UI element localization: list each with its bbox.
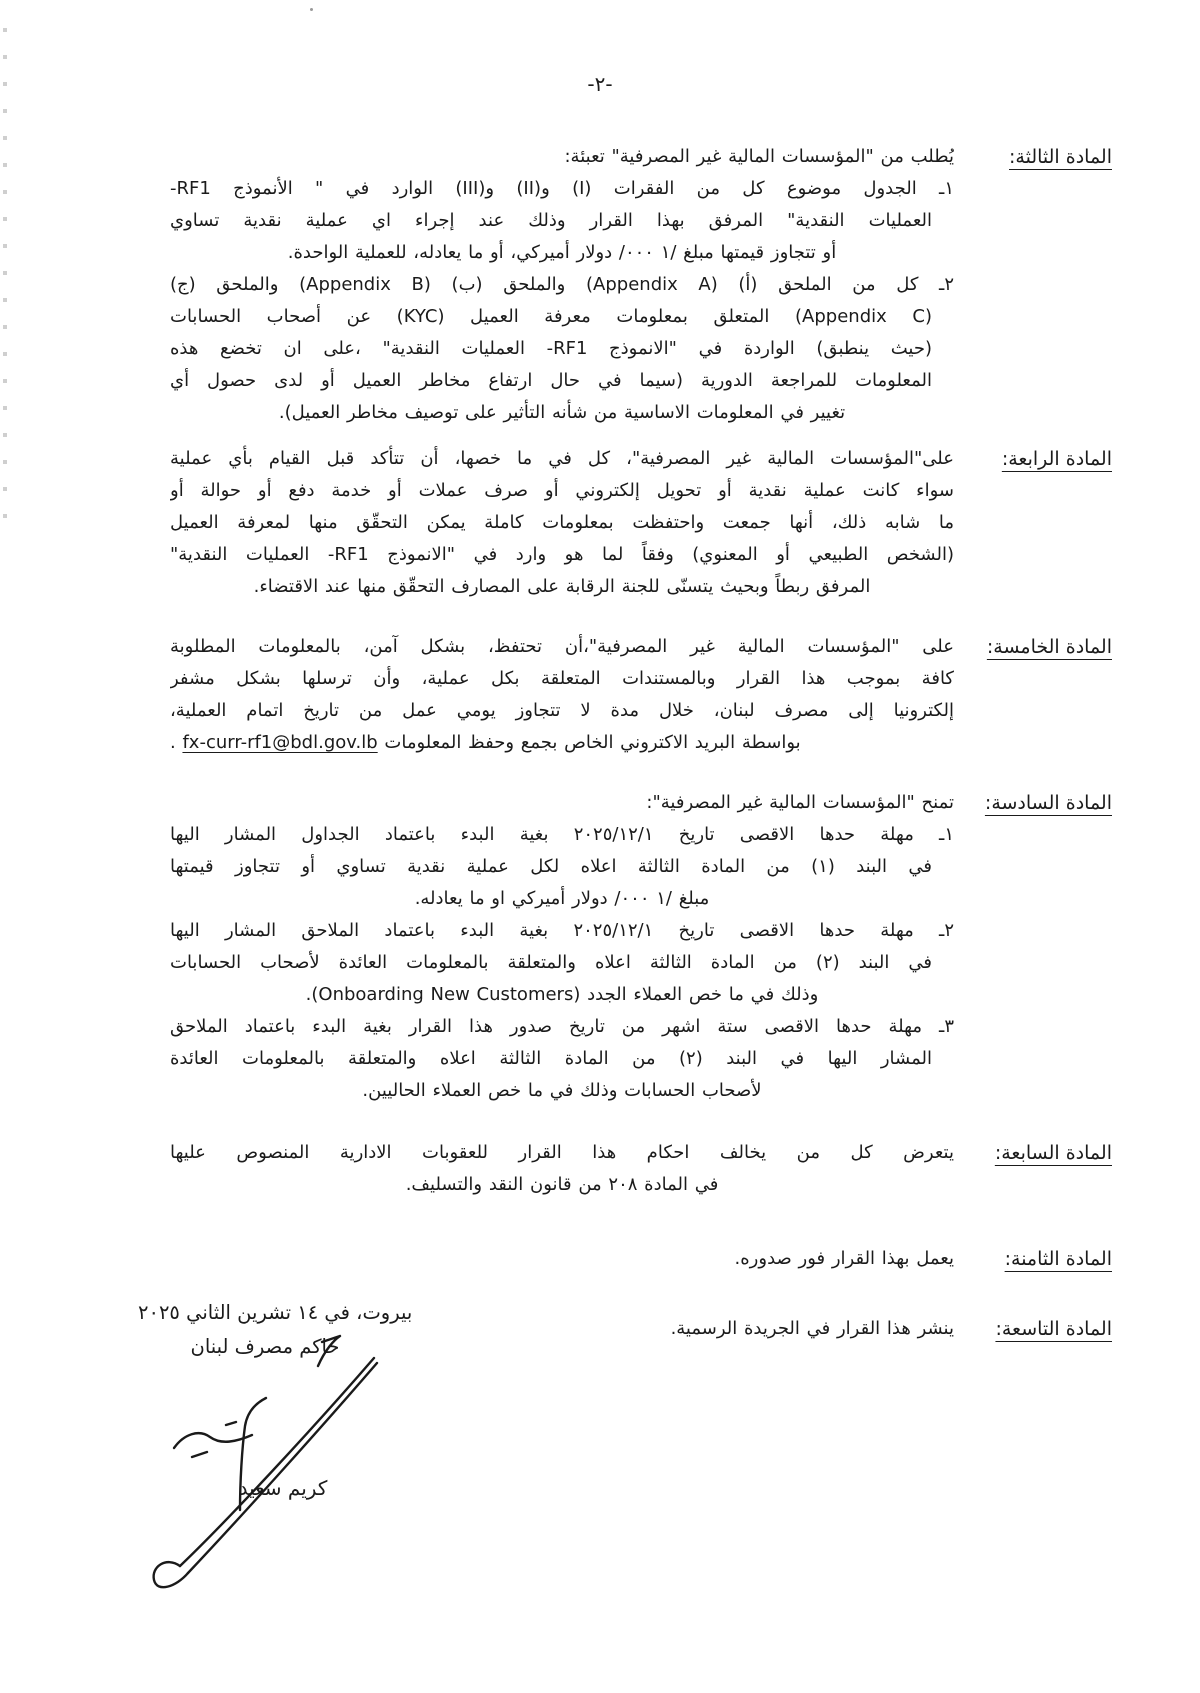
article-heading: المادة الثالثة: (1009, 146, 1112, 168)
article-heading: المادة الخامسة: (986, 636, 1112, 658)
article-body (170, 631, 954, 759)
article (170, 631, 1112, 759)
text-line: ١ـ الجدول موضوع كل من الفقرات (I) و(II) و(III) الوارد في " الأنموذج RF1- (170, 178, 954, 199)
place-date-line: بيروت، في ١٤ تشرين الثاني ٢٠٢٥ (138, 1301, 413, 1324)
text-line: ينشر هذا القرار في الجريدة الرسمية. (670, 1318, 954, 1339)
text-line: على"المؤسسات المالية غير المصرفية"، كل في ما خصها، أن تتأكد قبل القيام بأي عملية (170, 448, 954, 469)
text-line: على "المؤسسات المالية غير المصرفية"،أن تحتفظ، بشكل آمن، بالمعلومات المطلوبة (170, 636, 954, 657)
text-line: (الشخص الطبيعي أو المعنوي) وفقاً لما هو وارد في "الانموذج RF1- العمليات النقدية" (170, 544, 954, 565)
scan-speck (310, 8, 313, 11)
text-line: ٣ـ مهلة حدها الاقصى ستة اشهر من تاريخ صدور هذا القرار بغية البدء باعتماد الملاحق (170, 1016, 954, 1037)
article-heading: المادة السابعة: (994, 1142, 1112, 1164)
text-line: تمنح "المؤسسات المالية غير المصرفية": (646, 792, 954, 813)
text-line: في البند (٢) من المادة الثالثة اعلاه والمتعلقة بالمعلومات العائدة لأصحاب الحسابات (170, 952, 932, 973)
text-line: يُطلب من "المؤسسات المالية غير المصرفية" تعبئة: (564, 146, 954, 167)
text-line: العمليات النقدية" المرفق بهذا القرار وذلك عند إجراء اي عملية نقدية تساوي (170, 210, 932, 231)
article (170, 443, 1112, 603)
signer-name: كريم سعيد (238, 1476, 328, 1500)
article (170, 141, 1112, 429)
text-line: وذلك في ما خص العملاء الجدد (Onboarding New Customers). (305, 984, 819, 1005)
text-line: إلكترونيا إلى مصرف لبنان، خلال مدة لا تتجاوز يومي عمل من تاريخ اتمام العملية، (170, 700, 954, 721)
signoff-block (138, 1296, 438, 1364)
text-line: المشار اليها في البند (٢) من المادة الثالثة اعلاه والمتعلقة بالمعلومات العائدة (170, 1048, 932, 1069)
text-line: في البند (١) من المادة الثالثة اعلاه لكل عملية نقدية تساوي أو تتجاوز قيمتها (170, 856, 932, 877)
text-line: يتعرض كل من يخالف احكام هذا القرار للعقوبات الادارية المنصوص عليها (170, 1142, 954, 1163)
text-line: ١ـ مهلة حدها الاقصى تاريخ ٢٠٢٥/١٢/١ بغية البدء باعتماد الجداول المشار اليها (170, 824, 954, 845)
text-line: (حيث ينطبق) الواردة في "الانموذج RF1- العمليات النقدية" ،على ان تخضع هذه (170, 338, 932, 359)
article (170, 1243, 1112, 1275)
text-line: أو تتجاوز قيمتها مبلغ /١ ٠٠٠/ دولار أميركي، أو ما يعادله، للعملية الواحدة. (287, 242, 837, 263)
text-line (170, 727, 954, 759)
article-heading: المادة التاسعة: (995, 1318, 1112, 1340)
article-body (170, 1243, 954, 1275)
text-line: ما شابه ذلك، أنها جمعت واحتفظت بمعلومات كاملة يمكن التحقّق منها لمعرفة العميل (170, 512, 954, 533)
articles-container (170, 141, 1112, 1345)
page-number: -٢- (587, 72, 613, 96)
email-address: fx-curr-rf1@bdl.gov.lb (182, 732, 378, 753)
text-line: في المادة ٢٠٨ من قانون النقد والتسليف. (405, 1174, 719, 1195)
text-line: كافة بموجب هذا القرار وبالمستندات المتعلقة بكل عملية، وأن ترسلها بشكل مشفر (170, 668, 954, 689)
email-line-suffix: . (170, 732, 183, 753)
article-heading: المادة الرابعة: (1001, 448, 1112, 470)
article-body (170, 787, 954, 1107)
article (170, 787, 1112, 1107)
governor-title: حاكم مصرف لبنان (190, 1335, 340, 1358)
text-line: (Appendix C) المتعلق بمعلومات معرفة العميل (KYC) عن أصحاب الحسابات (170, 306, 932, 327)
text-line: سواء كانت عملية نقدية أو تحويل إلكتروني أو صرف عملات أو خدمة دفع أو حوالة أو (170, 480, 954, 501)
text-line: المعلومات للمراجعة الدورية (سيما في حال ارتفاع مخاطر العميل أو لدى حصول أي (170, 370, 932, 391)
article-body (170, 443, 954, 603)
text-line: ٢ـ مهلة حدها الاقصى تاريخ ٢٠٢٥/١٢/١ بغية البدء باعتماد الملاحق المشار اليها (170, 920, 954, 941)
text-line: المرفق ربطاً وبحيث يتسنّى للجنة الرقابة على المصارف التحقّق منها عند الاقتضاء. (253, 576, 871, 597)
email-line-prefix: بواسطة البريد الاكتروني الخاص بجمع وحفظ المعلومات (377, 732, 801, 753)
article-heading: المادة السادسة: (984, 792, 1112, 814)
text-line: لأصحاب الحسابات وذلك في ما خص العملاء الحاليين. (362, 1080, 762, 1101)
article-body (170, 1137, 954, 1201)
text-line: يعمل بهذا القرار فور صدوره. (734, 1248, 954, 1269)
article (170, 1137, 1112, 1201)
article-body (170, 141, 954, 429)
text-line: مبلغ /١ ٠٠٠/ دولار أميركي او ما يعادله. (414, 888, 710, 909)
scanner-edge-artifact (3, 28, 7, 520)
text-line: تغيير في المعلومات الاساسية من شأنه التأثير على توصيف مخاطر العميل). (278, 402, 846, 423)
text-line: ٢ـ كل من الملحق (أ) (Appendix A) والملحق (ب) (Appendix B) والملحق (ج) (170, 274, 954, 295)
article-heading: المادة الثامنة: (1004, 1248, 1112, 1270)
